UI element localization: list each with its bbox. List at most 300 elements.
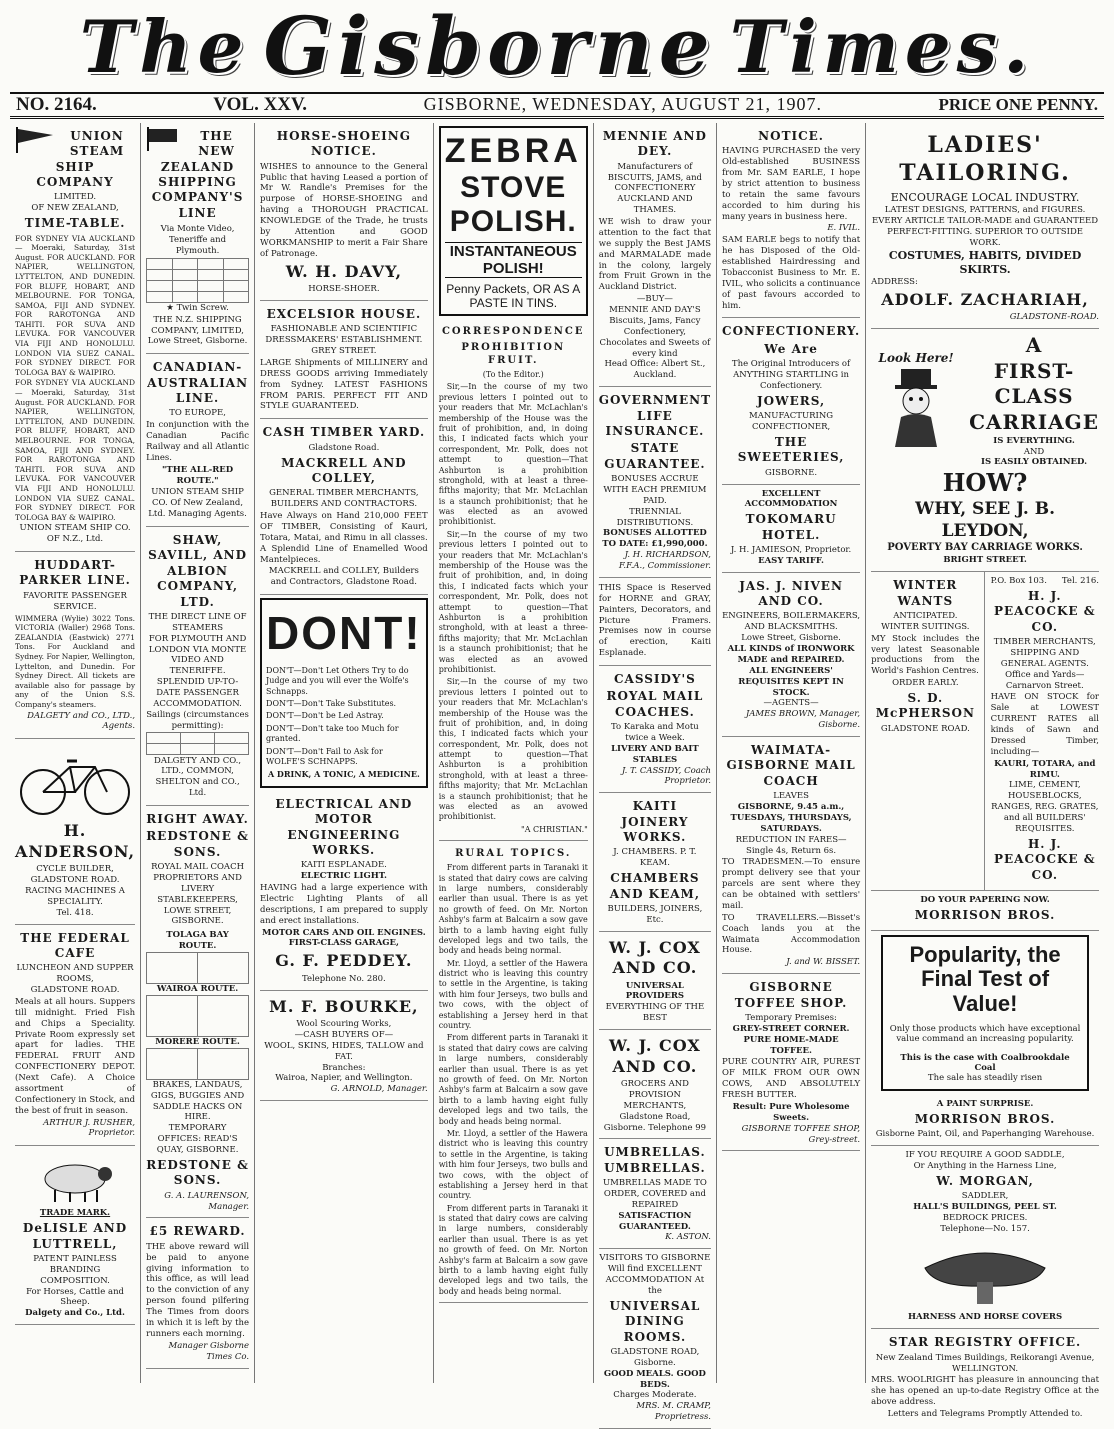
government-life-ad [599, 387, 711, 578]
mackrell-sign: MACKRELL and COLLEY, Builders and Contractors, Gladstone Road. [268, 566, 419, 588]
winter-wants: WINTER WANTS [893, 578, 958, 608]
sweeteries: THE SWEETERIES, [737, 434, 845, 465]
requisites: ALL ENGINEERS' REQUISITES KEPT IN STOCK. [738, 665, 844, 698]
toffee-premises: Temporary Premises: [745, 1012, 837, 1023]
flag-icon [146, 127, 180, 151]
horne-gray-space [599, 578, 711, 666]
livery-stables: LIVERY AND BAIT STABLES [611, 743, 699, 765]
leaves: LEAVES [773, 791, 809, 802]
first-class-garage: FIRST-CLASS GARAGE, [288, 938, 399, 949]
federal-cafe-ad [15, 925, 135, 1147]
dalgety-agents: DALGETY and CO., LTD., Agents. [27, 710, 136, 732]
mcpherson-ad [871, 572, 979, 739]
all-red-route: "THE ALL-RED ROUTE." [161, 464, 234, 486]
dining-title: UNIVERSAL DINING ROOMS. [609, 1298, 701, 1344]
column-4 [434, 123, 594, 1383]
union-agents: UNION STEAM SHIP CO. Of New Zealand, Ltd. Managing Agents. [148, 487, 247, 520]
column-3 [255, 123, 434, 1383]
rural-heading: RURAL TOPICS. [455, 848, 572, 860]
mcpherson-name: S. D. McPHERSON [875, 691, 975, 721]
mennie-title: MENNIE AND DEY. [602, 129, 707, 159]
column-6 [717, 123, 866, 1383]
electrical-engineering-ad [260, 791, 428, 991]
dont-line-4: DON'T—Don't take too Much for granted. [266, 723, 399, 744]
rural-text-2: Mr. Lloyd, a settler of the Hawera district who is leaving this country to settle in the Argentine, is taking with him four Jerseys, two bulls and two cows, with the object of establishing a Jersey herd in that country. [438, 958, 588, 1031]
buy-label: —BUY— [636, 294, 673, 305]
space-text: THIS Space is Reserved for HORNE and GRAY, Painters, Decorators, and Picture Framers. Premises now in course of erection, Kaiti Esplanade. [598, 582, 712, 659]
anderson-addr: GLADSTONE ROAD. [30, 875, 120, 886]
peacocke-name: H. J. PEACOCKE & CO. [993, 589, 1096, 634]
original-introducers: The Original Introducers of ANYTHING STARTLING in Confectionery. [731, 359, 851, 391]
nzs-sailing-table [146, 258, 249, 303]
huddart-text: WIMMERA (Wylie) 3022 Tons. VICTORIA (Waller) 2968 Tons. ZEALANDIA (Eastwick) 2771 Tons. For Auckland and Sydney. For Napier, Wellington, Lyttelton, and Dunedin. For Sydney Direct. All tickets are available also for passage by any of the Union S.S. Company's steamers. [15, 613, 136, 709]
cramp: MRS. M. CRAMP, Proprietress. [636, 1401, 712, 1423]
chambers-names: J. CHAMBERS. P. T. KEAM. [613, 847, 697, 869]
corr-text-2: Sir,—In the course of my two previous letters I pointed out to your readers that Mr. McLachlan's membership of the House was the fruit of prohibition, and, in doing this, I indicated facts which your correspondent, Mr. Polk, does not attempt to question—That Ashburton is a prohibition stronghold, with at least a three-fifths majority; that Mr. McLachlan is a staunch prohibitionist; that he was elected as an avowed prohibitionist. [438, 529, 588, 674]
papering-now: DO YOUR PAPERING NOW. [920, 894, 1050, 905]
redstone-name: REDSTONE & SONS. [146, 829, 249, 859]
dont-line-5: DON'T—Don't Fail to Ask for WOLFE'S SCHNAPPS. [266, 746, 383, 767]
column-2 [141, 123, 255, 1383]
morgan-tel: Telephone—No. 157. [940, 1223, 1030, 1234]
elec-sub: KAITI ESPLANADE. [300, 860, 387, 871]
usc-title: UNION STEAM SHIP COMPANY [36, 129, 125, 190]
column-5 [594, 123, 717, 1423]
horse-shoeing-ad [260, 123, 428, 301]
morrison-name-2: MORRISON BROS. [914, 1111, 1056, 1126]
delisle-ad [15, 1146, 135, 1325]
usc-sub: LIMITED. [53, 192, 97, 203]
columns [10, 123, 1104, 1423]
masthead-word-gisborne: Gisborne [263, 0, 716, 93]
huddart-parker-ad [15, 552, 135, 739]
bourke-name: M. F. BOURKE, [269, 996, 419, 1016]
leydon-carriage-ad [871, 329, 1099, 572]
zebra-product: STOVE POLISH. [449, 171, 577, 238]
timber-addr: Gladstone Road. [308, 442, 380, 453]
waimata-title: WAIMATA-GISBORNE MAIL COACH [726, 743, 856, 788]
shaw-sailing-table [146, 732, 249, 755]
cassidy-text: To Karaka and Motu twice a Week. [611, 722, 699, 743]
timetable-text: FOR SYDNEY VIA AUCKLAND — Moeraki, Saturday, 31st August. FOR AUCKLAND. FOR NAPIER, WELLINGTON, LYTTELTON, AND DUNEDIN. FOR BLUFF, HOBART, AND MELBOURNE. FOR TONGA, SAMOA, FIJI AND SYDNEY. FOR RAROTONGA AND TAHITI. FOR SUVA AND LEVUKA. FOR VANCOUVER VIA FIJI AND HONOLULU. LONDON VIA SUEZ CANAL. FOR SYDNEY DIRECT. FOR TOLOGA BAY & WAIPIRO. [15, 233, 136, 377]
cassidy-coaches-ad [599, 666, 711, 793]
ivil-notice [722, 123, 860, 318]
bedrock: BEDROCK PRICES. [942, 1212, 1028, 1223]
excelsior-text: LARGE Shipments of MILLINERY and DRESS GOODS arriving Immediately from Sydney. LATEST FASHIONS FROM PARIS. PERFECT FIT AND STYLE GUARANTEED. [260, 357, 428, 412]
reward-notice [146, 1218, 249, 1369]
woolright-text: MRS. WOOLRIGHT has pleasure in announcing that she has opened an up-to-date Registry Office at the above address. [871, 1375, 1099, 1408]
carriage-word: CARRIAGE [969, 410, 1099, 435]
dont-line-2: DON'T—Don't Take Substitutes. [266, 699, 397, 709]
branches-label: Branches: [322, 1062, 366, 1073]
issue-price: PRICE ONE PENNY. [938, 95, 1098, 114]
bourke-ad [260, 991, 428, 1102]
federal-addr: GLADSTONE ROAD. [30, 985, 120, 996]
corr-text-3: Sir,—In the course of my two previous letters I pointed out to your readers that Mr. McLachlan's membership of the House was the fruit of prohibition, and, in doing this, I indicated facts which your correspondent, Mr. Polk, does not attempt to question—That Ashburton is a prohibition stronghold, with at least a three-fifths majority; that Mr. McLachlan is a staunch prohibitionist; that he was elected as an avowed prohibitionist. [438, 677, 588, 822]
branches-text: Wairoa, Napier, and Wellington. [275, 1073, 413, 1084]
bonuses-allotted: BONUSES ALLOTTED TO DATE: £1,990,000. [602, 528, 708, 550]
peacocke-tel: Tel. 216. [1061, 576, 1099, 587]
elec-text: HAVING had a large experience with Electric Lighting Plants of all descriptions, I am prepared to supply and erect installations. [260, 883, 428, 926]
toffee-addr: GREY-STREET CORNER. [732, 1023, 850, 1034]
ladies-title: LADIES' TAILORING. [899, 132, 1071, 187]
letters-attended: Letters and Telegrams Promptly Attended to. [887, 1409, 1083, 1420]
excelsior-sub: FASHIONABLE AND SCIENTIFIC DRESSMAKERS' ESTABLISHMENT. [265, 324, 423, 346]
anderson-sub: CYCLE BUILDER, [36, 864, 114, 875]
dateline [10, 92, 1104, 119]
mennie-dey-ad [599, 123, 711, 387]
pop-rise: The sale has steadily risen [927, 1072, 1043, 1083]
motor-cars: MOTOR CARS AND OIL ENGINES. [262, 927, 426, 938]
redstone-name-2: REDSTONE & SONS. [146, 1157, 249, 1188]
nzs-lowe: THE N.Z. SHIPPING COMPANY, LIMITED, Lowe Street, Gisborne. [147, 314, 248, 347]
corr-heading: CORRESPONDENCE [441, 326, 585, 337]
excelsior-addr: GREY STREET. [311, 346, 377, 357]
wairoa-fares [146, 995, 249, 1037]
shaw-sub: THE DIRECT LINE OF STEAMERS [148, 611, 247, 633]
my-stock: MY Stock includes the very latest Seasonable productions from the World's Fashion Centres. [871, 633, 980, 677]
mennie-addr: AUCKLAND AND THAMES. [617, 194, 693, 216]
mcpherson-addr: GLADSTONE ROAD. [880, 723, 970, 734]
bright-street: BRIGHT STREET. [943, 555, 1027, 566]
morrison-name: MORRISON BROS. [914, 907, 1056, 922]
cana-title: CANADIAN-AUSTRALIAN LINE. [147, 360, 249, 405]
laurenson-manager: G. A. LAURENSON, Manager. [164, 1190, 250, 1212]
dont-footer: A DRINK, A TONIC, A MEDICINE. [267, 769, 420, 780]
bourke-sub: Wool Scouring Works, [296, 1019, 392, 1030]
cana-text: In conjunction with the Canadian Pacific Railway and all Atlantic Lines. [146, 420, 250, 463]
jamieson: J. H. JAMIESON, Proprietor. [730, 545, 852, 555]
usc-sub2: OF NEW ZEALAND, [31, 203, 119, 214]
reward-title: £5 REWARD. [149, 1224, 246, 1239]
ironwork: ALL KINDS of IRONWORK MADE and REPAIRED. [727, 644, 855, 665]
federal-prop: ARTHUR J. RUSHER, Proprietor. [43, 1117, 136, 1139]
rural-topics-article [439, 841, 588, 1303]
canadian-australian-ad [146, 354, 249, 527]
dining-addr: GLADSTONE ROAD, Gisborne. [610, 1346, 700, 1368]
bisset: J. and W. BISSET. [786, 957, 861, 968]
issue-date: GISBORNE, WEDNESDAY, AUGUST 21, 1907. [423, 94, 822, 114]
dont-line-1: DON'T—Don't Let Others Try to do Judge and you will ever the Wolfe's Schnapps. [266, 665, 409, 696]
cox-universal-ad [599, 932, 711, 1030]
issue-number: NO. 2164. [16, 94, 97, 115]
pop-text: Only those products which have exceptional value command an increasing popularity. [889, 1024, 1081, 1045]
huddart-sub: FAVORITE PASSENGER SERVICE. [23, 590, 127, 612]
column-1 [10, 123, 141, 1383]
richardson: J. H. RICHARDSON, F.F.A., Commissioner. [618, 550, 712, 572]
tokomaru-title: TOKOMARU HOTEL. [745, 512, 837, 542]
latest-designs: LATEST DESIGNS, PATTERNS, and FIGURES. [884, 205, 1086, 216]
reduction: REDUCTION IN FARES—Single 4s, Return 6s. [735, 834, 847, 856]
federal-text: Meals at all hours. Suppers till midnight. Fried Fish and Chips a Speciality. Private Room expressly set apart for ladies. THE FEDERAL FRUIT AND CONFECTIONERY DEPOT. (Next Cafe). A Choice assortment of Confectionery in Stock, and the best of fruit in season. [15, 996, 136, 1116]
address-label: ADDRESS: [871, 277, 918, 288]
niven-title: JAS. J. NIVEN AND CO. [739, 578, 843, 609]
wairoa-route: WAIROA ROUTE. [156, 984, 239, 995]
splendid-accom: SPLENDID UP-TO-DATE PASSENGER ACCOMMODATION. [153, 677, 242, 709]
right-away: RIGHT AWAY. [146, 812, 249, 827]
anticipated: ANTICIPATED. [893, 610, 958, 621]
brown-manager: JAMES BROWN, Manager, Gisborne. [745, 709, 861, 731]
excelsior-ad [260, 301, 428, 419]
toffee-title: GISBORNE TOFFEE SHOP. [734, 980, 848, 1010]
cox-addr: Gladstone Road, Gisborne. Telephone 99 [603, 1111, 707, 1133]
anderson-cycle-ad [15, 739, 135, 924]
cassidy-sub: ROYAL MAIL COACHES. [606, 689, 704, 719]
rural-text: From different parts in Taranaki it is stated that dairy cows are calving in large numbers, considerably earlier than usual. There is as yet no growth of feed. On Mr. Norton Ashby's farm at Balcairn a sow gave birth to a lamb having eight fully developed legs and two tails, the body and heads being normal. [438, 863, 588, 956]
horse-sub: HORSE-SHOER. [308, 284, 380, 295]
order-early: ORDER EARLY. [892, 678, 959, 689]
bourke-items: WOOL, SKINS, HIDES, TALLOW and FAT. [264, 1040, 424, 1062]
umbrellas-text: UMBRELLAS MADE TO ORDER, COVERED and REPAIRED [602, 1178, 707, 1210]
paint-warehouse: Gisborne Paint, Oil, and Paperhanging Warehouse. [875, 1128, 1095, 1139]
how-question: HOW? [942, 468, 1028, 498]
saddle: IF YOU REQUIRE A GOOD SADDLE, [905, 1149, 1065, 1160]
mackrell-colley-ad [260, 419, 428, 595]
traders: TO TRADESMEN.—To ensure prompt delivery see that your parcels are sent where they can be obtained with settlers' mail. [722, 857, 861, 911]
federal-title: THE FEDERAL CAFE [20, 930, 130, 960]
winter-suitings: WINTER SUITINGS. [881, 621, 970, 632]
zebra-tagline: INSTANTANEOUS POLISH! [445, 242, 582, 278]
cox-grocers-ad [599, 1030, 711, 1139]
is-everything: IS EVERYTHING. [993, 435, 1075, 446]
mackrell-sub: GENERAL TIMBER MERCHANTS, BUILDERS AND CONTRACTORS. [269, 488, 419, 510]
nzs-text: Via Monte Video, Teneriffe and Plymouth. [160, 224, 235, 256]
trade-mark: TRADE MARK. [39, 1208, 111, 1219]
split-right [991, 572, 1099, 890]
zebra-title: ZEBRA [444, 132, 582, 170]
anderson-tel: Tel. 418. [56, 907, 94, 918]
masthead-word-the: The [79, 3, 250, 89]
brakes-hire: BRAKES, LANDAUS, GIGS, BUGGIES AND SADDLE HACKS ON HIRE. [150, 1079, 245, 1123]
earle-text: SAM EARLE begs to notify that he has Disposed of the Old-established Hairdressing and Tobacconist Business to Mr. E. IVIL, who solicits a continuance of past favours accorded to him. [722, 235, 861, 311]
zachariah-name: ADOLF. ZACHARIAH, [881, 289, 1089, 309]
timber-merchants: TIMBER MERCHANTS, SHIPPING AND GENERAL AGENTS. [993, 637, 1096, 669]
harness-line: Or Anything in the Harness Line, [913, 1160, 1057, 1171]
state-guarantee: STATE GUARANTEE. [604, 441, 706, 471]
travellers: TO TRAVELLERS.—Bisset's Coach lands you at the Waimata Accommodation House. [722, 912, 861, 956]
star-registry: STAR REGISTRY OFFICE. [888, 1335, 1082, 1350]
tolaga-fares [146, 952, 249, 984]
toffee-sign: GISBORNE TOFFEE SHOP, Grey-street. [741, 1123, 861, 1145]
shaw-title: SHAW, SAVILL, AND ALBION COMPANY, LTD. [148, 533, 248, 609]
volume-number: VOL. XXV. [213, 94, 308, 115]
good-meals: GOOD MEALS. GOOD BEDS. [603, 1368, 706, 1390]
agents-label: —AGENTS— [763, 698, 819, 709]
rural-text-4: Mr. Lloyd, a settler of the Hawera district who is leaving this country to settle in the Argentine, is taking with him four Jerseys, two bulls and two cows, with the object of establishing a Jersey herd in that country. [438, 1128, 588, 1201]
we-are: We Are [764, 341, 818, 356]
timetable-heading: TIME-TABLE. [24, 216, 126, 231]
temp-offices: TEMPORARY OFFICES: READ'S QUAY, GISBORNE. [156, 1123, 239, 1156]
buy-text: MENNIE AND DAY'S [609, 305, 701, 316]
gov-title: GOVERNMENT LIFE INSURANCE. [598, 393, 712, 438]
umbrellas-title: UMBRELLAS. UMBRELLAS. [604, 1145, 706, 1175]
cassidy-sign: J. T. CASSIDY, Coach Proprietor. [621, 765, 712, 787]
zachariah-addr: GLADSTONE-ROAD. [1009, 312, 1099, 323]
column-7 [866, 123, 1104, 1420]
rural-text-5: From different parts in Taranaki it is stated that dairy cows are calving in large numbers, considerably earlier than usual. There is as yet no growth of feed. On Mr. Norton Ashby's farm at Balcairn a sow gave birth to a lamb having eight fully developed legs and two tails, the body and heads being normal. [438, 1203, 588, 1296]
timber-yard: CASH TIMBER YARD. [262, 425, 426, 440]
corr-sign: "A CHRISTIAN." [521, 824, 588, 834]
cox-title-2: W. J. COX AND CO. [608, 1036, 701, 1076]
union-steamship-ad [15, 123, 135, 552]
carriage-firstclass: FIRST-CLASS [993, 358, 1075, 409]
sailings-note: Sailings (circumstances permitting): [146, 709, 249, 731]
pop-coal: This is the case with Coalbrookdale Coal [900, 1052, 1070, 1073]
redstone-addr: LOWE STREET, GISBORNE. [163, 905, 232, 927]
toffee-shop-ad [722, 974, 860, 1151]
usc-agents: UNION STEAM SHIP CO. OF N.Z., Ltd. [19, 523, 131, 545]
morrison-paper-ad [871, 891, 1099, 931]
delisle-use: For Horses, Cattle and Sheep. [26, 1286, 124, 1308]
split-section [871, 572, 1099, 891]
dont-line-3: DON'T—Don't be Led Astray. [266, 711, 384, 721]
saddler: SADDLER, [961, 1190, 1009, 1201]
nz-shipping-ad [146, 123, 249, 354]
reward-sign: Manager Gisborne Times Co. [168, 1340, 250, 1362]
shaw-text: FOR PLYMOUTH AND LONDON VIA MONTE VIDEO AND TENERIFFE. [148, 633, 247, 677]
easy-tariff: EASY TARIFF. [758, 555, 825, 566]
paint-surprise: A PAINT SURPRISE. [936, 1098, 1034, 1109]
visitors: VISITORS TO GISBORNE Will find EXCELLENT ACCOMMODATION At the [599, 1253, 711, 1296]
wolfes-schnapps-ad [260, 598, 428, 788]
look-here: Look Here! [878, 351, 954, 366]
builders-joiners: BUILDERS, JOINERS, Etc. [607, 903, 703, 925]
correspondence-article [439, 319, 588, 841]
morgan-saddler-ad [871, 1146, 1099, 1329]
every-article: EVERY ARTICLE TAILOR-MADE and GUARANTEED PERFECT-FITTING. SUPERIOR TO OUTSIDE WORK. [872, 216, 1099, 249]
niven-sub: ENGINEERS, BOILERMAKERS, AND BLACKSMITHS. [722, 611, 861, 633]
saddle-illustration-icon [915, 1238, 1055, 1308]
peacocke-name-2: H. J. PEACOCKE & CO. [993, 836, 1096, 882]
flag-icon [15, 127, 55, 153]
redstone-ad [146, 806, 249, 1218]
jowers-sub: MANUFACTURING CONFECTIONER, [749, 411, 834, 433]
ladies-tailoring-ad [871, 123, 1099, 329]
niven-addr: Lowe Street, Gisborne. [741, 633, 841, 644]
horse-name: W. H. DAVY, [285, 261, 403, 281]
excellent-accom: EXCELLENT ACCOMMODATION [744, 488, 838, 510]
everything-best: EVERYTHING OF THE BEST [605, 1002, 705, 1024]
toffee-result: Result: Pure Wholesome Sweets. [732, 1101, 850, 1123]
masthead-word-times: Times. [729, 3, 1035, 89]
triennial: TRIENNIAL DISTRIBUTIONS. [616, 506, 694, 528]
niven-engineers-ad [722, 573, 860, 737]
twin-screw-note: ★ Twin Screw. [166, 302, 229, 313]
kaiti-joinery-ad [599, 793, 711, 931]
elec-light: ELECTRIC LIGHT. [300, 871, 387, 882]
aston: K. ASTON. [665, 1232, 712, 1243]
cox-title: W. J. COX AND CO. [608, 937, 701, 978]
jowers-confectionery-ad [722, 318, 860, 484]
timetable-text-2: FOR SYDNEY VIA AUCKLAND — Moeraki, Saturday, 31st August. FOR AUCKLAND. FOR NAPIER, WELLINGTON, LYTTELTON, AND DUNEDIN. FOR BLUFF, HOBART, AND MELBOURNE. FOR TONGA, SAMOA, FIJI AND SYDNEY. FOR RAROTONGA AND TAHITI. FOR SUVA AND LEVUKA. FOR VANCOUVER VIA FIJI AND HONOLULU. LONDON VIA SUEZ CANAL. FOR SYDNEY DIRECT. FOR TOLOGA BAY & WAIPIRO. [15, 378, 136, 522]
poverty-bay: POVERTY BAY CARRIAGE WORKS. [887, 542, 1083, 554]
halls-buildings: HALL'S BUILDINGS, PEEL ST. [913, 1201, 1057, 1212]
horse-text: WISHES to announce to the General Public that having Leased a portion of Mr W. Randle's Premises for the purpose of HORSE-SHOEING and having a THOROUGH PRACTICAL KNOWLEDGE of the Trade, he trusts by Attention and GOOD WORKMANSHIP to merit a Fair Share of Patronage. [260, 161, 428, 259]
jowers-gisborne: GISBORNE. [765, 467, 818, 478]
paint-surprise-ad [871, 1095, 1099, 1146]
morere-fares [146, 1048, 249, 1080]
po-box: P.O. Box 103. [990, 576, 1047, 587]
lime-cement: LIME, CEMENT, HOUSEBLOCKS, RANGES, REG. GRATES, and all BUILDERS' REQUISITES. [991, 780, 1099, 834]
costumes: COSTUMES, HABITS, DIVIDED SKIRTS. [888, 248, 1082, 276]
mackrell-text: Have Always on Hand 210,000 FEET OF TIMBER, Consisting of Kauri, Totara, Matai, and Rimu in all classes. A Splendid Line of Enamelled Wood Mantelpieces. [260, 511, 428, 565]
mennie-text: WE wish to draw your attention to the fact that we supply the Best JAMS and MARMALADE made in the colony, largely from Fruit Grown in the Auckland District. [598, 217, 712, 293]
corr-sub: PROHIBITION FRUIT. [461, 342, 566, 366]
cassidy-title: CASSIDY'S [613, 672, 696, 687]
bourke-cash: —CASH BUYERS OF— [294, 1029, 394, 1040]
jowers-name: JOWERS, [756, 393, 826, 408]
charges: Charges Moderate. [613, 1390, 697, 1401]
split-left [871, 572, 984, 890]
star-registry-ad [871, 1329, 1099, 1425]
federal-sub: LUNCHEON AND SUPPER ROOMS, [16, 963, 134, 985]
peddey-tel: Telephone No. 280. [301, 973, 386, 984]
corr-to: (To the Editor.) [482, 370, 544, 379]
dont-heading: DONT! [266, 607, 422, 660]
morere-route: MORERE ROUTE. [155, 1036, 240, 1047]
have-on-stock: HAVE ON STOCK for Sale at LOWEST CURRENT RATES all kinds of Sawn and Dressed Timber, including— [990, 692, 1099, 757]
buy-items: Biscuits, Jams, Fancy Confectionery, Chocolates and Sweets of every kind [599, 315, 711, 359]
confectionery-title: CONFECTIONERY. [722, 324, 861, 339]
satisfaction: SATISFACTION GUARANTEED. [618, 1210, 692, 1232]
peacocke-ad [991, 572, 1099, 890]
tokomaru-hotel-ad [722, 485, 860, 573]
delisle-agent: Dalgety and Co., Ltd. [25, 1308, 125, 1319]
masthead [10, 0, 1104, 92]
mennie-sub: Manufacturers of BISCUITS, JAMS, and CONFECTIONERY [607, 161, 702, 194]
why-leydon: WHY, SEE J. B. LEYDON, [915, 498, 1056, 541]
tolaga-route: TOLAGA BAY ROUTE. [166, 930, 229, 952]
popularity-title: Popularity, the Final Test of Value! [909, 942, 1061, 1016]
encourage: ENCOURAGE LOCAL INDUSTRY. [890, 191, 1080, 205]
kauri: KAURI, TOTARA, and RIMU. [994, 758, 1096, 780]
pure-text: PURE COUNTRY AIR, PUREST OF MILK FROM OUR OWN COWS, AND ABSOLUTELY FRESH BUTTER. [722, 1057, 861, 1101]
reward-text: THE above reward will be paid to anyone giving information to this office, as will lead to the conviction of any person found pilfering The Times from doors in which it is left by the runners each morning. [146, 1241, 250, 1339]
cana-sub: TO EUROPE, [169, 408, 226, 419]
ivil-sign: E. IVIL. [827, 223, 861, 234]
delisle-title: DeLISLE AND LUTTRELL, [22, 1221, 128, 1251]
coalbrookdale-ad [881, 935, 1089, 1091]
kaiti-title: KAITI JOINERY WORKS. [621, 799, 689, 845]
delisle-sub: PATENT PAINLESS BRANDING COMPOSITION. [33, 1253, 117, 1286]
chambers-keam: CHAMBERS AND KEAM, [609, 871, 701, 901]
rural-text-3: From different parts in Taranaki it is stated that dairy cows are calving in large numbers, considerably earlier than usual. There is as yet no growth of feed. On Mr. Norton Ashby's farm at Balcairn a sow gave birth to a lamb having eight fully developed legs and two tails, the body and heads being normal. [438, 1033, 588, 1126]
gentleman-illustration-icon [871, 367, 961, 447]
shaw-savill-ad [146, 527, 249, 806]
corr-text: Sir,—In the course of my two previous letters I pointed out to your readers that Mr. McLachlan's membership of the House was the fruit of prohibition, and, in doing this, I indicated facts which your correspondent, Mr. Polk, does not attempt to question—That Ashburton is a prohibition stronghold, with at least a three-fifths majority; that Mr. McLachlan is a staunch prohibitionist; that he was elected as an avowed prohibitionist. [438, 382, 588, 527]
mackrell-title: MACKRELL AND COLLEY, [281, 455, 407, 485]
waimata-coach-ad [722, 737, 860, 974]
huddart-title: HUDDART-PARKER LINE. [19, 558, 131, 588]
carriage-a: A [1025, 333, 1043, 358]
leaves-time: GISBORNE, 9.45 a.m., TUESDAYS, THURSDAYS, SATURDAYS. [730, 802, 852, 834]
sheep-trademark-icon [25, 1154, 125, 1204]
harness-covers: HARNESS AND HORSE COVERS [908, 1312, 1063, 1323]
umbrellas-ad [599, 1139, 711, 1249]
universal-providers: UNIVERSAL PROVIDERS [625, 980, 685, 1002]
star-addr: New Zealand Times Buildings, Reikorangi Avenue, WELLINGTON. [875, 1352, 1095, 1374]
zebra-polish-ad [439, 126, 588, 316]
bonus-accrue: BONUSES ACCRUE WITH EACH PREMIUM PAID. [603, 474, 707, 506]
elec-title: ELECTRICAL AND MOTOR ENGINEERING WORKS. [275, 796, 413, 857]
and-word: AND [1023, 446, 1045, 457]
grocers: GROCERS AND PROVISION MERCHANTS, [620, 1079, 689, 1111]
excelsior-title: EXCELSIOR HOUSE. [266, 306, 422, 321]
easily-obtained: IS EASILY OBTAINED. [981, 457, 1088, 468]
zebra-packets: Penny Packets, OR AS A PASTE IN TINS. [446, 282, 581, 310]
bicycle-icon [15, 747, 135, 817]
pure-toffee: PURE HOME-MADE TOFFEE. [743, 1034, 839, 1056]
